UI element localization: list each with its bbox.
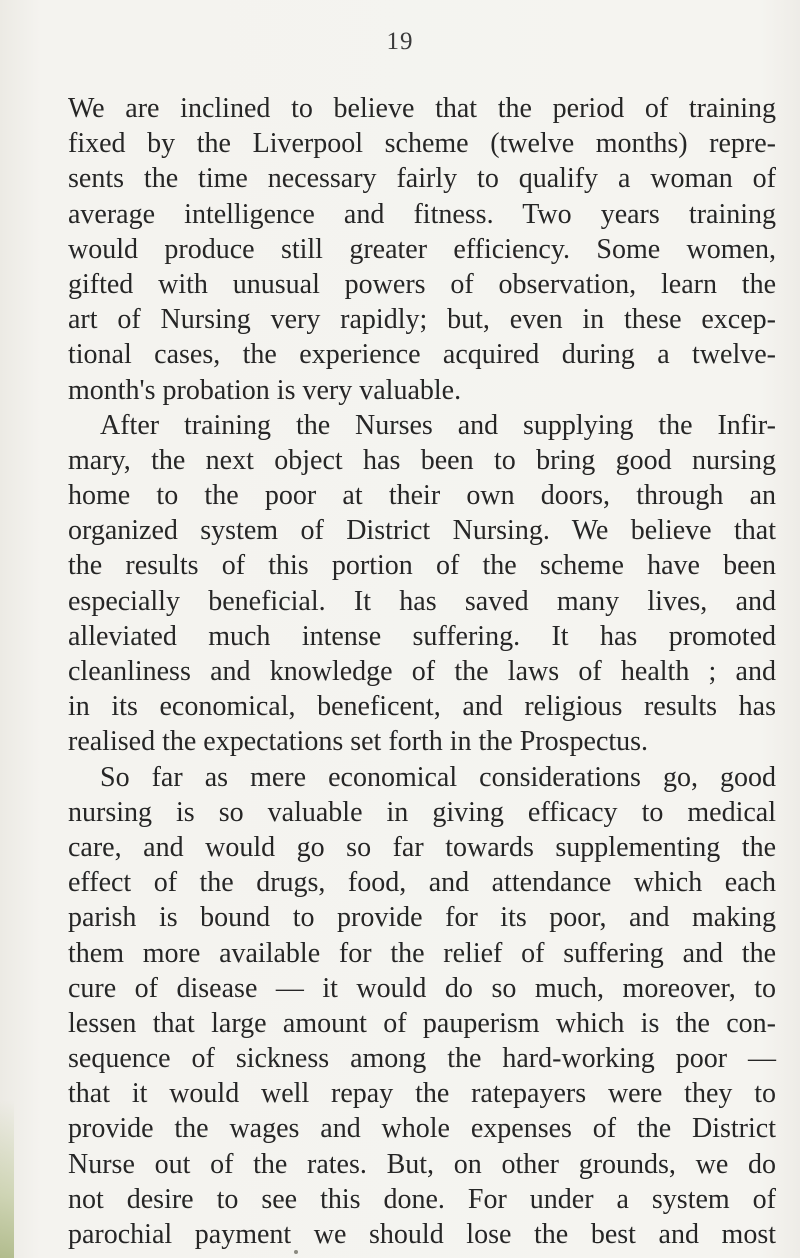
- text-line: art of Nursing very rapidly; but, even in these excep-: [68, 304, 776, 335]
- print-speck: [294, 1250, 298, 1254]
- text-line: in its economical, beneficent, and religious results has: [68, 691, 776, 722]
- text-line: nursing is so valuable in giving efficacy to medical: [68, 797, 776, 828]
- text-line: cure of disease — it would do so much, moreover, to: [68, 973, 776, 1004]
- text-line: organized system of District Nursing. We believe that: [68, 515, 776, 546]
- text-line: Nurse out of the rates. But, on other grounds, we do: [68, 1149, 776, 1180]
- text-line: So far as mere economical considerations go, good: [100, 762, 776, 793]
- text-line: sequence of sickness among the hard-working poor —: [68, 1043, 776, 1074]
- text-line: parish is bound to provide for its poor, and making: [68, 902, 776, 933]
- text-line: not desire to see this done. For under a system of: [68, 1184, 776, 1215]
- text-line: them more available for the relief of suffering and the: [68, 938, 776, 969]
- text-line: care, and would go so far towards supplementing the: [68, 832, 776, 863]
- text-line: We are inclined to believe that the period of training: [68, 93, 776, 124]
- text-line: realised the expectations set forth in the Prospectus.: [68, 726, 649, 757]
- text-line: especially beneficial. It has saved many lives, and: [68, 586, 776, 617]
- text-line: average intelligence and fitness. Two years training: [68, 199, 776, 230]
- text-line: alleviated much intense suffering. It has promoted: [68, 621, 776, 652]
- text-line: mary, the next object has been to bring good nursing: [68, 445, 776, 476]
- text-line: After training the Nurses and supplying the Infir-: [100, 410, 776, 441]
- text-line: home to the poor at their own doors, through an: [68, 480, 776, 511]
- text-line: effect of the drugs, food, and attendance which each: [68, 867, 776, 898]
- page-number: 19: [386, 28, 414, 55]
- text-line: sents the time necessary fairly to qualify a woman of: [68, 163, 776, 194]
- text-line: gifted with unusual powers of observation, learn the: [68, 269, 776, 300]
- text-line: the results of this portion of the scheme have been: [68, 550, 776, 581]
- text-line: parochial payment we should lose the best and most: [68, 1219, 776, 1250]
- text-line: would produce still greater efficiency. Some women,: [68, 234, 776, 265]
- text-line: tional cases, the experience acquired during a twelve-: [68, 339, 776, 370]
- text-line: provide the wages and whole expenses of the District: [68, 1113, 776, 1144]
- page-edge-stain: [0, 1100, 14, 1258]
- text-line: cleanliness and knowledge of the laws of health ; and: [68, 656, 776, 687]
- text-line: month's probation is very valuable.: [68, 375, 462, 406]
- text-line: fixed by the Liverpool scheme (twelve months) repre-: [68, 128, 776, 159]
- text-line: that it would well repay the ratepayers were they to: [68, 1078, 776, 1109]
- text-line: lessen that large amount of pauperism which is the con-: [68, 1008, 776, 1039]
